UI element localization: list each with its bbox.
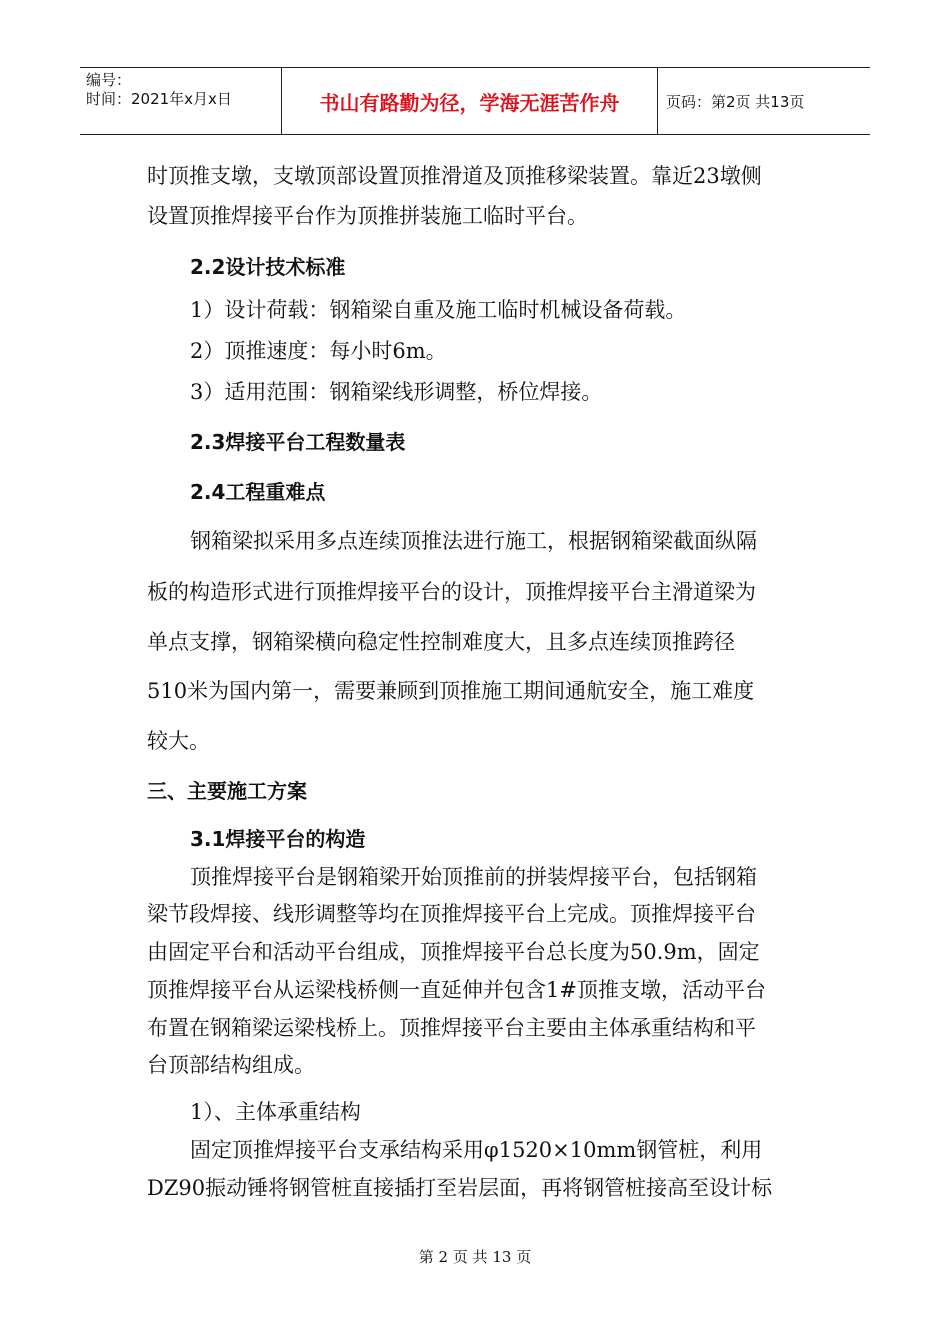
section-heading: 3.1焊接平台的构造 [190, 827, 366, 851]
body-line: 板的构造形式进行顶推焊接平台的设计，顶推焊接平台主滑道梁为 [147, 580, 756, 604]
body-line: 台顶部结构组成。 [147, 1053, 315, 1077]
page-footer: 第 2 页 共 13 页 [418, 1248, 532, 1266]
number-label: 编号： [86, 71, 132, 89]
body-line: 510米为国内第一，需要兼顾到顶推施工期间通航安全，施工难度 [147, 679, 755, 703]
body-line: 单点支撑，钢箱梁横向稳定性控制难度大，且多点连续顶推跨径 [147, 630, 735, 654]
body-line: 布置在钢箱梁运梁栈桥上。顶推焊接平台主要由主体承重结构和平 [147, 1016, 756, 1040]
section-heading: 2.3焊接平台工程数量表 [190, 430, 406, 454]
header-meta [80, 68, 282, 134]
section-heading: 2.4工程重难点 [190, 480, 326, 504]
section-heading: 2.2设计技术标准 [190, 255, 346, 279]
body-line: 由固定平台和活动平台组成，顶推焊接平台总长度为50.9m，固定 [147, 940, 760, 964]
body-line: DZ90振动锤将钢管桩直接插打至岩层面，再将钢管桩接高至设计标 [147, 1176, 773, 1200]
header-motto: 书山有路勤为径，学海无涯苦作舟 [282, 68, 658, 134]
body-line: 梁节段焊接、线形调整等均在顶推焊接平台上完成。顶推焊接平台 [147, 902, 756, 926]
body-line: 固定顶推焊接平台支承结构采用φ1520×10mm钢管桩，利用 [190, 1138, 763, 1162]
body-line: 钢箱梁拟采用多点连续顶推法进行施工，根据钢箱梁截面纵隔 [190, 529, 757, 553]
chapter-heading: 三、主要施工方案 [147, 779, 307, 803]
body-line: 1）设计荷载：钢箱梁自重及施工临时机械设备荷载。 [190, 298, 687, 322]
header-page-info: 页码：第2页 共13页 [666, 92, 805, 111]
body-line: 顶推焊接平台是钢箱梁开始顶推前的拼装焊接平台，包括钢箱 [190, 865, 757, 889]
body-line: 1）、主体承重结构 [190, 1100, 361, 1124]
body-line: 3）适用范围：钢箱梁线形调整，桥位焊接。 [190, 380, 603, 404]
body-line: 时顶推支墩，支墩顶部设置顶推滑道及顶推移梁装置。靠近23墩侧 [147, 164, 762, 188]
time-label: 时间：2021年x月x日 [86, 90, 232, 108]
body-line: 较大。 [147, 729, 210, 753]
page-header [80, 67, 870, 135]
body-line: 2）顶推速度：每小时6m。 [190, 339, 447, 363]
body-line: 顶推焊接平台从运梁栈桥侧一直延伸并包含1#顶推支墩，活动平台 [147, 978, 766, 1002]
body-line: 设置顶推焊接平台作为顶推拼装施工临时平台。 [147, 204, 588, 228]
